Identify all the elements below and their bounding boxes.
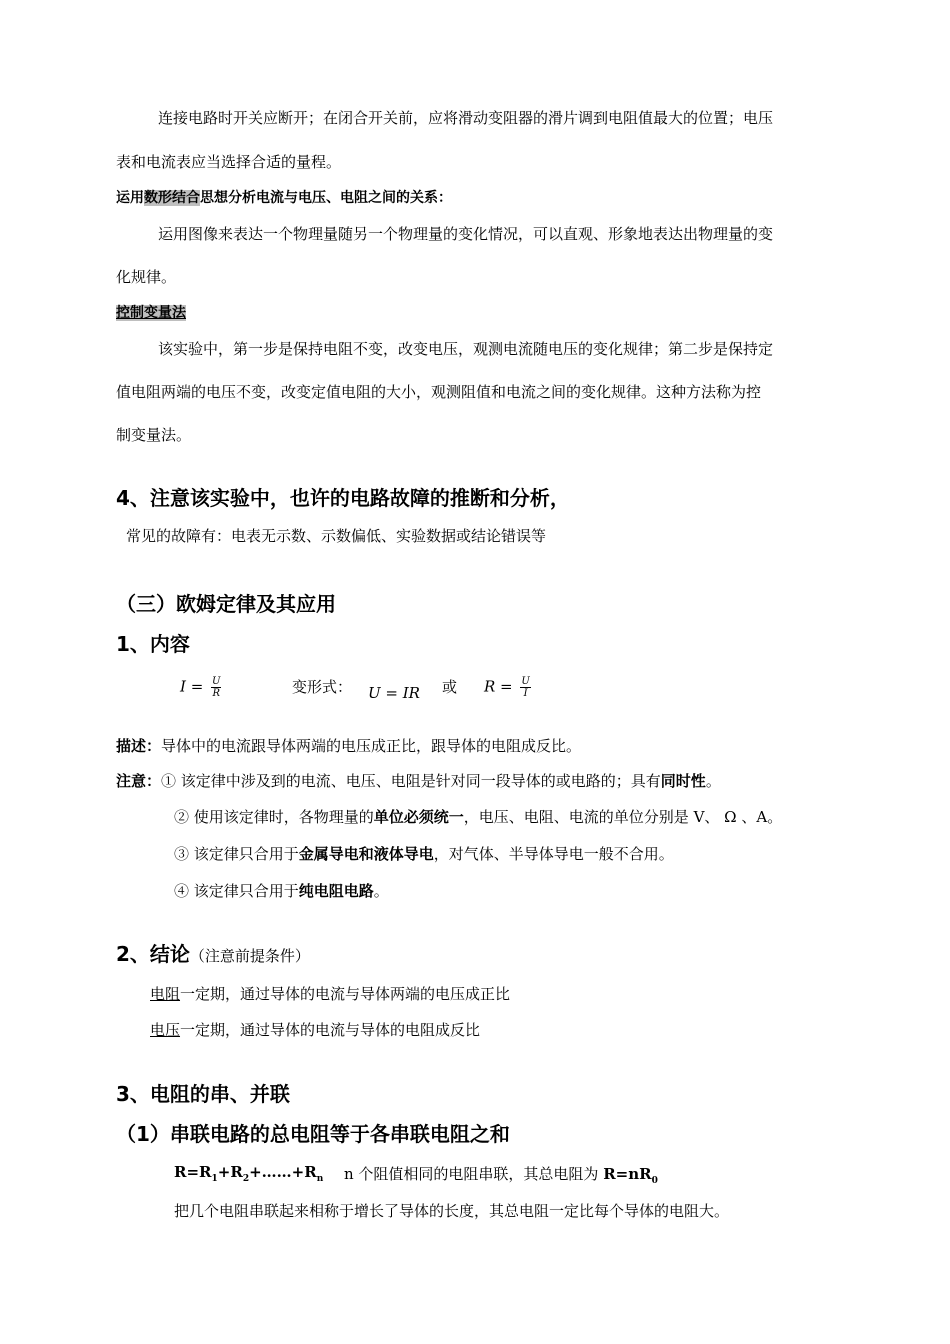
conclusion-heading-text: 2、结论 xyxy=(116,942,190,966)
method-heading-post: 思想分析电流与电压、电阻之间的关系： xyxy=(200,190,452,206)
paragraph-line: 制变量法。 xyxy=(116,426,192,444)
note-line-1 xyxy=(116,770,721,791)
note-text: 。 xyxy=(705,772,721,790)
series-n-text xyxy=(344,1163,658,1186)
series-n-formula: $R=nR_0$ xyxy=(603,1165,658,1186)
fraction-denominator: I xyxy=(523,688,528,699)
formula-ohm xyxy=(180,676,221,699)
resistors-heading: 3、电阻的串、并联 xyxy=(116,1082,290,1106)
formula-ohm-fraction xyxy=(211,676,221,699)
content-subheading: 1、内容 xyxy=(116,632,190,656)
formula-variant-2-fraction xyxy=(520,676,530,699)
note-text: ，电压、电阻、电流的单位分别是 V、 Ω 、A。 xyxy=(463,808,783,826)
control-variable-heading xyxy=(116,302,186,322)
paragraph-line: 表和电流表应当选择合适的量程。 xyxy=(116,153,342,171)
conclusion-heading xyxy=(116,938,310,967)
series-n-description: n 个阻值相同的电阻串联，其总电阻为 xyxy=(344,1165,604,1183)
note-text: ，对气体、半导体导电一般不合用。 xyxy=(433,845,674,863)
series-subheading: （1）串联电路的总电阻等于各串联电阻之和 xyxy=(116,1122,510,1146)
describe-label: 描述： xyxy=(116,737,162,755)
method-heading-highlight: 数形结合 xyxy=(144,190,200,206)
conclusion-underlined-term: 电阻 xyxy=(150,985,181,1003)
paragraph-line: 运用图像来表达一个物理量随另一个物理量的变化情况，可以直观、形象地表达出物理量的变 xyxy=(158,225,774,243)
conclusion-heading-note: （注意前提条件） xyxy=(189,947,310,965)
note-emphasis: 同时性 xyxy=(660,772,706,790)
note-text: ② 使用该定律时，各物理量的 xyxy=(174,808,374,826)
or-label: 或 xyxy=(442,678,458,696)
ohm-law-heading: （三）欧姆定律及其应用 xyxy=(116,592,336,616)
section4-heading: 4、注意该实验中，也许的电路故障的推断和分析， xyxy=(116,486,570,510)
note-text: 。 xyxy=(373,882,389,900)
note-emphasis: 单位必须统一 xyxy=(373,808,464,826)
method-heading xyxy=(116,187,452,207)
conclusion-underlined-term: 电压 xyxy=(150,1021,181,1039)
fraction-numerator: U xyxy=(212,676,221,687)
method-heading-pre: 运用 xyxy=(116,190,144,206)
formula-ohm-lhs: I = xyxy=(180,677,209,696)
paragraph-line: 化规律。 xyxy=(116,268,177,286)
note-text: ① 该定律中涉及到的电流、电压、电阻是针对同一段导体的或电路的；具有 xyxy=(161,772,661,790)
paragraph-line: 值电阻两端的电压不变，改变定值电阻的大小，观测阻值和电流之间的变化规律。这种方法称为控 xyxy=(116,383,762,401)
conclusion-text: 一定期，通过导体的电流与导体两端的电压成正比 xyxy=(180,985,511,1003)
series-formula xyxy=(174,1163,323,1184)
note-text: ③ 该定律只合用于 xyxy=(174,845,299,863)
control-variable-label: 控制变量法 xyxy=(116,305,186,321)
describe-text: 导体中的电流跟导体两端的电压成正比，跟导体的电阻成反比。 xyxy=(161,737,582,755)
note-line-4 xyxy=(174,880,389,901)
note-line-3 xyxy=(174,843,674,864)
conclusion-line-1 xyxy=(150,983,510,1004)
series-explanation: 把几个电阻串联起来相称于增长了导体的长度，其总电阻一定比每个导体的电阻大。 xyxy=(174,1202,730,1220)
describe-line xyxy=(116,735,581,756)
note-emphasis: 金属导电和液体导电 xyxy=(298,845,434,863)
formula-variant-2-lhs: R = xyxy=(484,677,518,696)
note-line-2 xyxy=(174,806,782,827)
variant-label: 变形式： xyxy=(292,678,353,696)
conclusion-line-2 xyxy=(150,1019,480,1040)
formula-variant-1: U = IR xyxy=(368,684,420,702)
fraction-numerator: U xyxy=(521,676,530,687)
formula-variant-2 xyxy=(484,676,531,699)
section4-text: 常见的故障有：电表无示数、示数偏低、实验数据或结论错误等 xyxy=(126,527,547,545)
note-text: ④ 该定律只合用于 xyxy=(174,882,299,900)
paragraph-line: 该实验中，第一步是保持电阻不变，改变电压，观测电流随电压的变化规律；第二步是保持定 xyxy=(158,340,774,358)
paragraph-line: 连接电路时开关应断开；在闭合开关前，应将滑动变阻器的滑片调到电阻值最大的位置；电压 xyxy=(158,109,774,127)
note-emphasis: 纯电阻电路 xyxy=(298,882,374,900)
series-formula-text: $R=R_1+R_2+\dots\dots+R_n$ xyxy=(174,1163,324,1184)
conclusion-text: 一定期，通过导体的电流与导体的电阻成反比 xyxy=(180,1021,481,1039)
note-label: 注意： xyxy=(116,772,162,790)
fraction-denominator: R xyxy=(212,688,221,699)
